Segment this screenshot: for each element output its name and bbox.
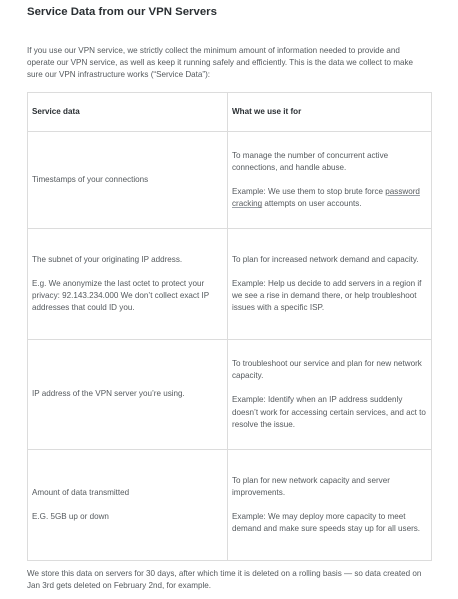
service-data-text: Timestamps of your connections (32, 174, 149, 184)
service-data-table (27, 92, 432, 561)
usage-text: To plan for new network capacity and server improvements. (232, 475, 390, 497)
service-data-text: Amount of data transmitted (32, 487, 130, 497)
example-text-end: attempts on user accounts. (262, 199, 362, 209)
table-row (28, 132, 432, 229)
usage-text: To manage the number of concurrent active connections, and handle abuse. (232, 150, 389, 172)
table-row (28, 450, 432, 561)
table-row (28, 229, 432, 340)
service-data-example: E.g. We anonymize the last octet to protect your privacy: 92.143.234.000 We don’t collect exact IP addresses that could ID you. (32, 278, 209, 313)
usage-cell (228, 132, 432, 229)
cracking-link[interactable]: cracking (232, 199, 263, 209)
usage-cell (228, 450, 432, 561)
usage-example (232, 186, 427, 210)
section-title: Service Data from our VPN Servers (27, 6, 217, 18)
usage-text: To troubleshoot our service and plan for new network capacity. (232, 358, 422, 381)
service-data-cell (28, 450, 228, 561)
service-data-cell (28, 132, 228, 229)
service-data-text: The subnet of your originating IP address. (32, 254, 183, 264)
header-what-we-use-it-for: What we use it for (228, 93, 432, 132)
service-data-text: IP address of the VPN server you’re using. (32, 389, 185, 399)
intro-paragraph: If you use our VPN service, we strictly collect the minimum amount of information needed to provide and operate our VPN service, as well as keep it running safely and efficiently. This is the data we collect to make sure our VPN infrastructure works (“Service Data”): (27, 46, 413, 80)
table-header-row (28, 93, 432, 132)
usage-example: Example: We may deploy more capacity to meet demand and make sure speeds stay up for all users. (232, 512, 421, 534)
usage-cell (228, 229, 432, 340)
service-data-cell (28, 229, 228, 340)
usage-text: To plan for increased network demand and capacity. (232, 254, 419, 264)
usage-example: Example: Help us decide to add servers in a region if we see a rise in demand there, or help troubleshoot issues with a specific ISP. (232, 278, 422, 313)
header-service-data: Service data (28, 93, 228, 132)
usage-example: Example: Identify when an IP address suddenly doesn’t work for accessing certain services, and act to resolve the issue. (232, 395, 426, 429)
example-text: Example: We use them to stop brute force (232, 187, 386, 196)
table-row (28, 340, 432, 450)
service-data-example: E.G. 5GB up or down (32, 512, 109, 521)
password-link[interactable]: password (385, 187, 420, 196)
service-data-cell (28, 340, 228, 450)
retention-paragraph: We store this data on servers for 30 days, after which time it is deleted on a rolling basis — so data created on Jan 3rd gets deleted on February 2nd, for example. (27, 569, 422, 591)
usage-cell (228, 340, 432, 450)
